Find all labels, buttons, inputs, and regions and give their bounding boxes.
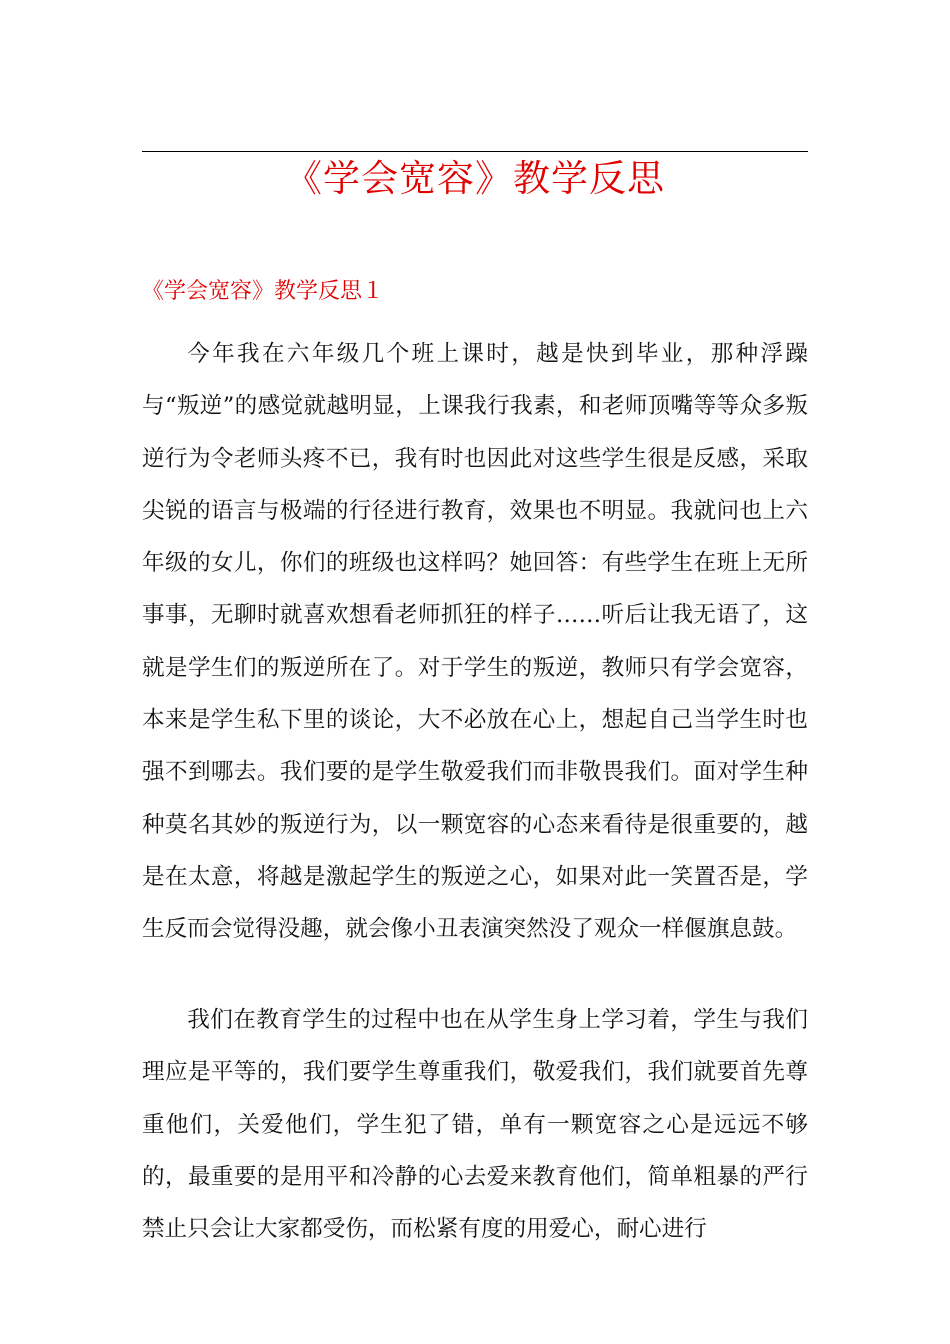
document-title: 《学会宽容》教学反思 (285, 157, 665, 200)
body-paragraph-1: 今年我在六年级几个班上课时，越是快到毕业，那种浮躁与“叛逆”的感觉就越明显，上课我行我素，和老师顶嘴等等众多叛逆行为令老师头疼不已，我有时也因此对这些学生很是反感，采取尖锐的语言与极端的行径进行教育，效果也不明显。我就问也上六年级的女儿，你们的班级也这样吗？她回答：有些学生在班上无所事事，无聊时就喜欢想看老师抓狂的样子……听后让我无语了，这就是学生们的叛逆所在了。对于学生的叛逆，教师只有学会宽容，本来是学生私下里的谈论，大不必放在心上，想起自己当学生时也强不到哪去。我们要的是学生敬爱我们而非敬畏我们。面对学生种种莫名其妙的叛逆行为，以一颗宽容的心态来看待是很重要的，越是在太意，将越是激起学生的叛逆之心，如果对此一笑置否是，学生反而会觉得没趣，就会像小丑表演突然没了观众一样偃旗息鼓。 (142, 341, 808, 943)
body-paragraph-2: 我们在教育学生的过程中也在从学生身上学习着，学生与我们理应是平等的，我们要学生尊重我们，敬爱我们，我们就要首先尊重他们，关爱他们，学生犯了错，单有一颗宽容之心是远远不够的，最重要的是用平和冷静的心去爱来教育他们，简单粗暴的严行禁止只会让大家都受伤，而松紧有度的用爱心，耐心进行 (142, 1007, 808, 1243)
section-heading: 《学会宽容》教学反思１ (142, 279, 385, 304)
